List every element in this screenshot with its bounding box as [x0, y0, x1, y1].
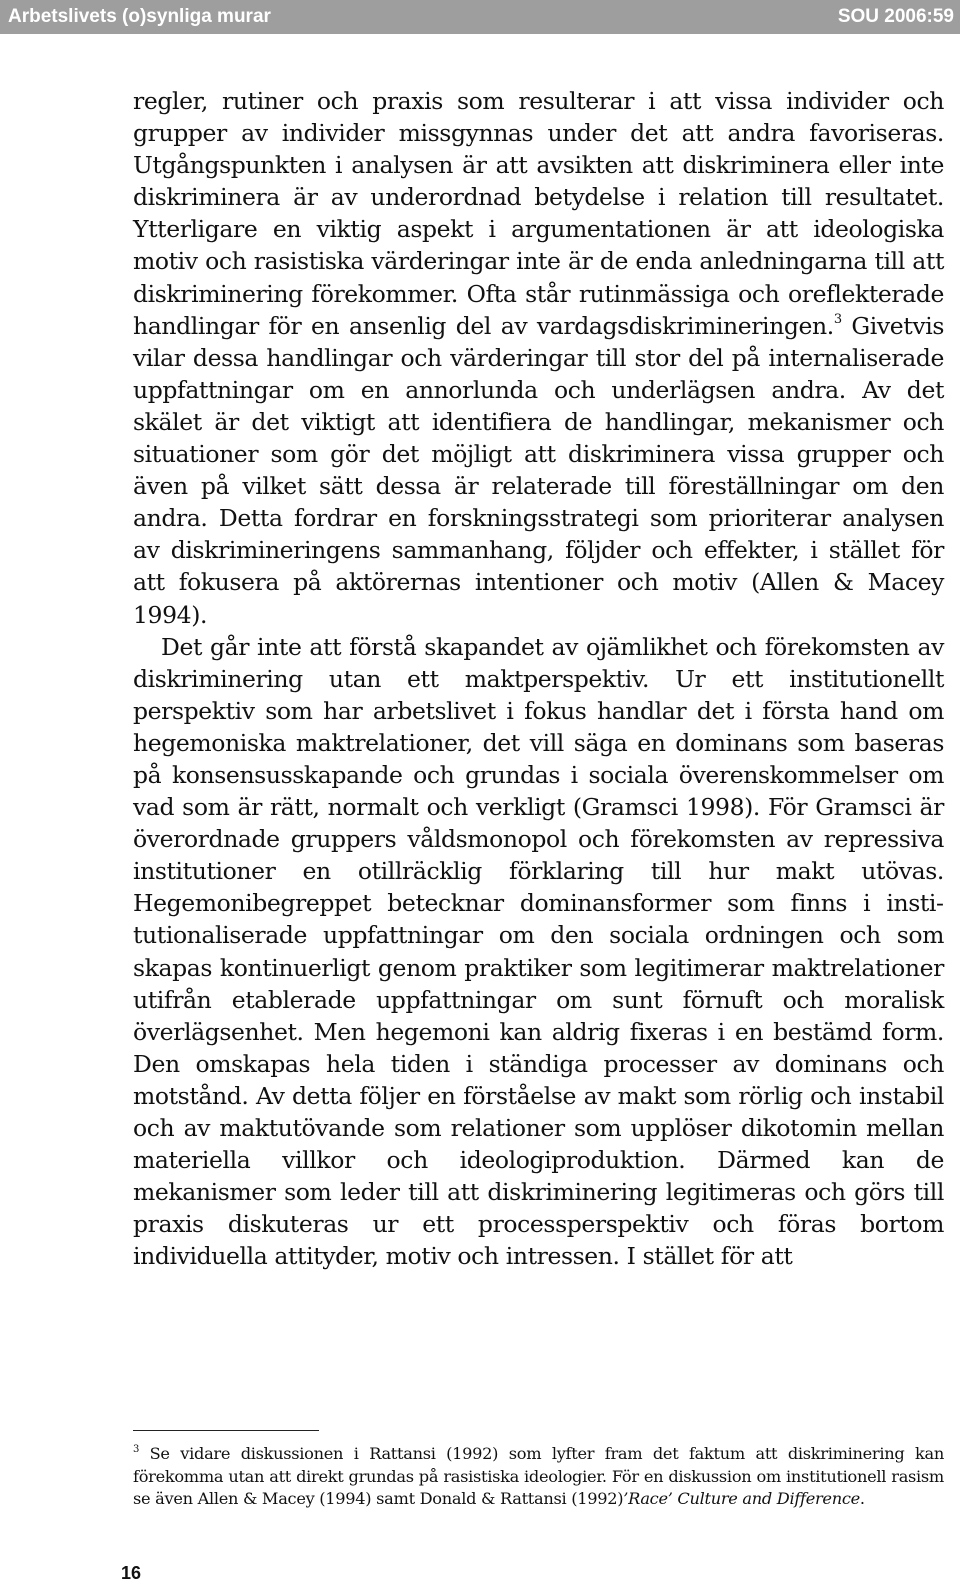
footnote-divider — [133, 1430, 319, 1431]
footnote-text: Se vidare diskussionen i Rattansi (1992) som lyfter fram det faktum att diskriminering kan förekomma utan att direkt grundas på rasistiska ideologier. För en diskussion om institutionell rasism se även Allen & Macey (1994) samt Donald & Rattansi (1992) — [133, 1444, 944, 1508]
footnote-reference[interactable]: 3 — [833, 311, 842, 327]
paragraph-1 — [133, 85, 944, 631]
footnote-end: . — [859, 1489, 865, 1508]
report-number: SOU 2006:59 — [837, 6, 954, 27]
publication-title: Arbetslivets (o)synliga murar — [8, 6, 271, 27]
footnote-cited-title: ’Race’ Culture and Difference — [623, 1489, 860, 1508]
footnote — [133, 1443, 944, 1511]
page-number: 16 — [121, 1563, 142, 1583]
paragraph-1-part-a: regler, rutiner och praxis som resulterar i att vissa individer och grupper av individer missgynnas under det att andra favoriseras. Utgångspunkten i analysen är att avsikten att diskriminera eller inte diskriminera är av underordnad betydelse i relation till resultatet. Ytterligare en viktig aspekt i argumentationen är att ideologiska motiv och rasistiska värderingar inte är de enda anledningarna till att diskriminering förekommer. Ofta står rutinmässiga och oreflekterade handlingar för en ansenlig del av vardagsdiskrimineringen. — [133, 87, 944, 340]
paragraph-1-part-b: Givetvis vilar dessa handlingar och värderingar till stor del på internaliserade uppfattningar om en annorlunda och underlägsen andra. Av det skälet är det viktigt att identifiera de handlingar, mekanismer och situationer som gör det möjligt att diskriminera vissa grupper och även på vilket sätt dessa är relaterade till föreställningar om den andra. Detta fordrar en forskningsstrategi som prioriterar analysen av diskrimineringens sammanhang, följder och effekter, i stället för att fokusera på aktörernas intentioner och motiv (Allen & Macey 1994). — [133, 311, 944, 629]
footnote-number: 3 — [133, 1444, 140, 1455]
body-text — [133, 85, 944, 1272]
running-header — [0, 0, 960, 34]
paragraph-2: Det går inte att förstå skapandet av ojämlikhet och förekomsten av diskriminering utan ett maktperspektiv. Ur ett institutionellt perspektiv som har arbetslivet i fokus handlar det i första hand om hegemoniska maktrelationer, det vill säga en dominans som baseras på konsensusskapande och grundas i sociala överenskommelser om vad som är rätt, normalt och verkligt (Gramsci 1998). För Gramsci är överordnade gruppers våldsmonopol och förekomsten av repressiva institutioner en otillräcklig förklaring till hur makt utövas. Hegemonibegreppet betecknar dominansformer som finns i institutionaliserade uppfattningar om den sociala ordningen och som skapas kontinuerligt genom praktiker som legitimerar maktrelationer utifrån etablerade uppfattningar om sunt förnuft och moralisk överlägsenhet. Men hegemoni kan aldrig fixeras i en bestämd form. Den omskapas hela tiden i ständiga processer av dominans och motstånd. Av detta följer en förståelse av makt som rörlig och instabil och av maktutövande som relationer som upplöser dikotomin mellan materiella villkor och ideologiproduktion. Därmed kan de mekanismer som leder till att diskriminering legitimeras och görs till praxis diskuteras ur ett processperspektiv och föras bortom individuella attityder, motiv och intressen. I stället för att — [133, 632, 944, 1271]
